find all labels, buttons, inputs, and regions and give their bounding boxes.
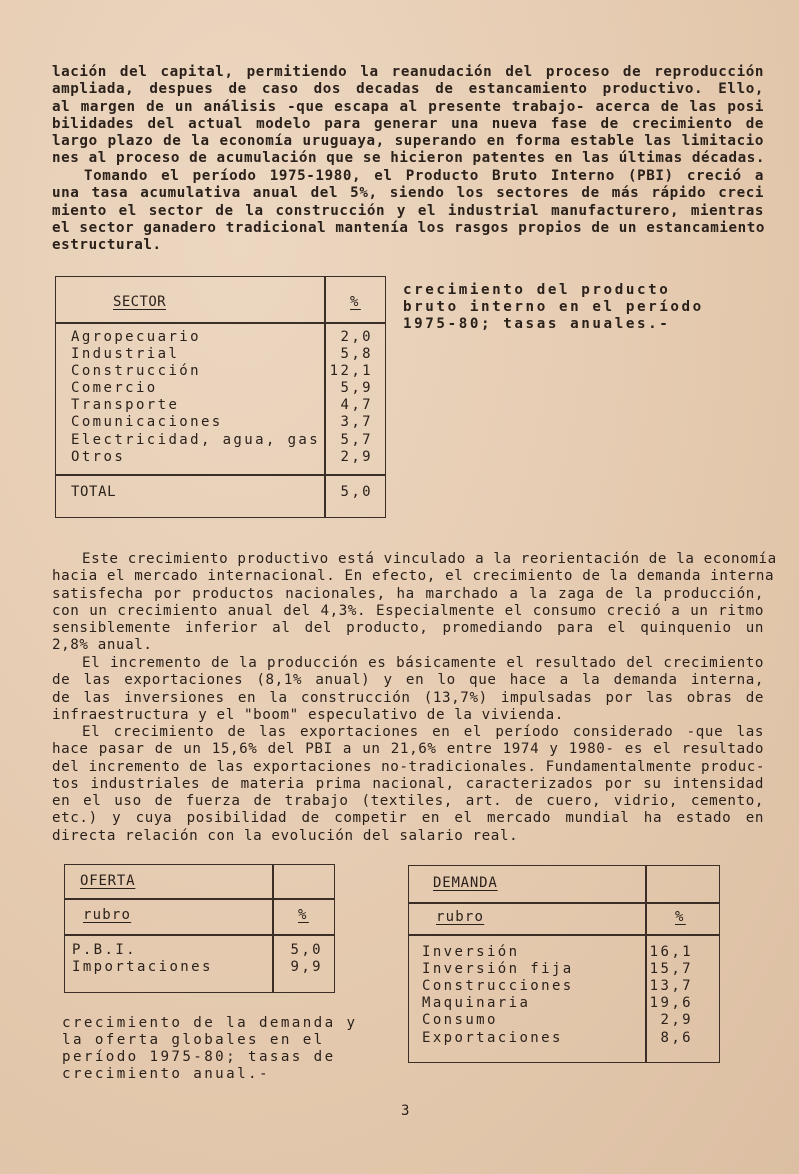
text-line: infraestructura y el "boom" especulativo de la vivienda. [52, 706, 564, 723]
total-value: 5,0 [340, 484, 373, 500]
sector-value: 2,9 [340, 449, 373, 465]
text-line: El incremento de la producción es básicamente el resultado del crecimiento [82, 655, 764, 671]
sector-label: Comunicaciones [71, 414, 223, 430]
header-sector: SECTOR [113, 294, 166, 310]
caption-line: la oferta globales en el [62, 1032, 325, 1048]
demanda-value: 13,7 [649, 978, 693, 994]
text-line: Tomando el período 1975-1980, el Producto Bruto Interno (PBI) creció a [84, 168, 764, 184]
oferta-rubro: Importaciones [72, 959, 213, 975]
text-line: del incremento de las exportaciones no-tradicionales. Fundamentalmente produc- [52, 758, 766, 775]
paragraph-1 [52, 64, 764, 168]
text-line: tos industriales de materia prima nacional, caracterizados por su intensidad [52, 775, 764, 792]
text-line: de las exportaciones (8,1% anual) y en lo que hace a la demanda interna, [52, 672, 764, 689]
paragraph-4 [52, 655, 764, 724]
demanda-rubro: Inversión fija [422, 961, 574, 977]
text-line: sensiblemente inferior al del producto, promediando para el quinquenio un [52, 620, 764, 637]
demanda-rubro: Exportaciones [422, 1030, 563, 1046]
text-line: lación del capital, permitiendo la reanudación del proceso de reproducción [52, 64, 764, 80]
caption-line: período 1975-80; tasas de [62, 1049, 336, 1065]
demanda-value: 19,6 [649, 995, 693, 1011]
text-line: de las inversiones en la construcción (13,7%) impulsadas por las obras de [52, 689, 764, 706]
text-line: 2,8% anual. [52, 637, 153, 654]
sector-value: 2,0 [340, 329, 373, 345]
caption-line: bruto interno en el período [403, 299, 704, 315]
text-line: directa relación con la evolución del salario real. [52, 827, 519, 844]
demanda-value: 2,9 [660, 1012, 693, 1028]
sector-value: 12,1 [329, 363, 373, 379]
text-line: hace pasar de un 15,6% del PBI a un 21,6% entre 1974 y 1980- es el resultado [52, 741, 764, 758]
sector-label: Electricidad, agua, gas [71, 432, 321, 448]
text-line: una tasa acumulativa anual del 5%, siendo los sectores de más rápido creci [52, 185, 764, 202]
text-line: al margen de un análisis -que escapa al presente trabajo- acerca de las posi [52, 98, 764, 115]
sector-label: Industrial [71, 346, 180, 362]
sector-value: 5,8 [340, 346, 373, 362]
text-line: ampliada, despues de caso dos decadas de estancamiento productivo. Ello, [52, 81, 764, 98]
text-line: estructural. [52, 237, 162, 254]
total-label: TOTAL [71, 484, 117, 500]
text-line: bilidades del actual modelo para generar una nueva fase de crecimiento de [52, 115, 764, 132]
paragraph-3 [52, 551, 777, 655]
text-line: largo plazo de la economía uruguaya, superando en forma estable las limitacio [52, 133, 764, 150]
text-line: satisfecha por productos nacionales, ha marchado a la zaga de la producción, [52, 585, 764, 602]
text-line: etc.) y cuya posibilidad de competir en el mercado mundial ha estado en [52, 810, 764, 827]
sector-value: 5,7 [340, 432, 373, 448]
sector-value: 3,7 [340, 414, 373, 430]
sector-label: Comercio [71, 380, 158, 396]
text-line: miento el sector de la construcción y el industrial manufacturero, mientras [52, 202, 764, 219]
demanda-title: DEMANDA [433, 875, 498, 891]
text-line: nes al proceso de acumulación que se hicieron patentes en las últimas décadas. [52, 150, 766, 167]
demanda-value: 8,6 [660, 1030, 693, 1046]
sector-label: Construcción [71, 363, 201, 379]
sector-label: Otros [71, 449, 126, 465]
demanda-value: 15,7 [649, 961, 693, 977]
paragraph-2 [52, 168, 764, 254]
oferta-value: 9,9 [290, 959, 323, 975]
caption-line: crecimiento anual.- [62, 1066, 270, 1082]
demanda-header-rubro: rubro [436, 909, 485, 925]
sector-value: 4,7 [340, 397, 373, 413]
demanda-rubro: Maquinaria [422, 995, 531, 1011]
oferta-rubro: P.B.I. [72, 942, 137, 958]
caption-line: crecimiento del producto [403, 282, 671, 298]
oferta-value: 5,0 [290, 942, 323, 958]
demanda-rubro: Consumo [422, 1012, 498, 1028]
demanda-rubro: Construcciones [422, 978, 574, 994]
sector-label: Transporte [71, 397, 180, 413]
demanda-header-percent: % [675, 909, 686, 925]
oferta-header-rubro: rubro [83, 907, 132, 923]
caption-line: crecimiento de la demanda y [62, 1015, 358, 1031]
oferta-title: OFERTA [80, 873, 136, 889]
oferta-header-percent: % [298, 907, 309, 923]
text-line: hacia el mercado internacional. En efecto, el crecimiento de la demanda interna [52, 568, 775, 585]
text-line: Este crecimiento productivo está vinculado a la reorientación de la economía [82, 551, 777, 567]
header-percent: % [350, 294, 361, 310]
caption-line: 1975-80; tasas anuales.- [403, 316, 671, 332]
demanda-value: 16,1 [649, 944, 693, 960]
demanda-rubro: Inversión [422, 944, 520, 960]
text-line: el sector ganadero tradicional mantenía los rasgos propios de un estancamiento [52, 219, 766, 236]
text-line: con un crecimiento anual del 4,3%. Especialmente el consumo creció a un ritmo [52, 602, 764, 619]
sector-label: Agropecuario [71, 329, 201, 345]
text-line: en el uso de fuerza de trabajo (textiles, art. de cuero, vidrio, cemento, [52, 793, 764, 810]
sector-value: 5,9 [340, 380, 373, 396]
page-number: 3 [401, 1103, 410, 1119]
text-line: El crecimiento de las exportaciones en el período considerado -que las [82, 724, 764, 740]
paragraph-5 [52, 724, 764, 845]
